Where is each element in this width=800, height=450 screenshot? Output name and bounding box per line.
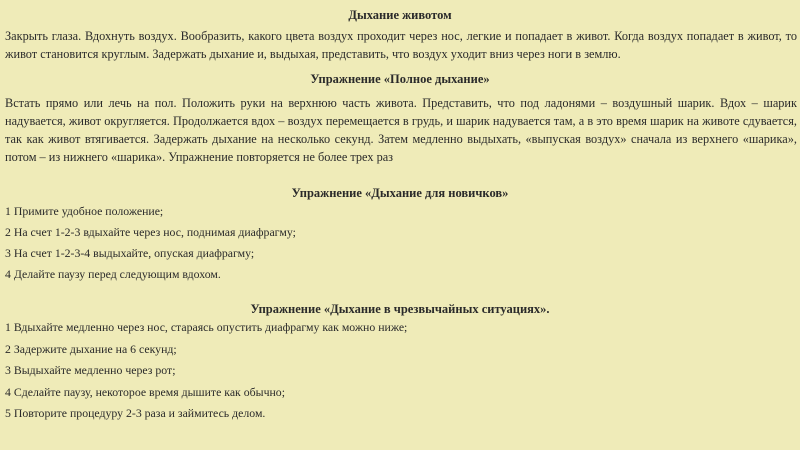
list-item: 2 Задержите дыхание на 6 секунд; [5, 341, 177, 356]
list-item: 1 Вдыхайте медленно через нос, стараясь опустить диафрагму как можно ниже; [5, 320, 408, 334]
list-item: 5 Повторите процедуру 2-3 раза и займитесь делом. [5, 406, 266, 420]
list-item: 3 На счет 1-2-3-4 выдыхайте, опуская диафрагму; [5, 246, 255, 260]
list-item: 4 Делайте паузу перед следующим вдохом. [5, 267, 221, 281]
section-title-belly-breathing: Дыхание животом [348, 8, 452, 22]
full-breathing-text: Встать прямо или лечь на пол. Положить руки на верхнюю часть живота. Представить, что под ладонями – воздушный шарик. Вдох – шарик надувается, живот округляется. Продолжается вдох – воздух перемещается в грудь, и шарик надувается там, а в это время шарик на животе сдувается, так как живот втягивается. Задержать дыхание на несколько секунд. Затем медленно выдыхать, «выпуская воздух» сначала из верхнего «шарика», потом – из нижнего «шарика». Упражнение повторяется не более трех раз [5, 96, 797, 164]
list-item: 4 Сделайте паузу, некоторое время дышите как обычно; [5, 384, 285, 399]
belly-breathing-text: Закрыть глаза. Вдохнуть воздух. Вообразить, какого цвета воздух проходит через нос, легкие и попадает в живот. Когда воздух попадает в живот, то живот становится круглым. Задержать дыхание и, выдыхая, представить, что воздух уходит вниз через ноги в землю. [5, 29, 797, 61]
list-item: 2 На счет 1-2-3 вдыхайте через нос, поднимая диафрагму; [5, 225, 296, 239]
list-item: 1 Примите удобное положение; [5, 204, 164, 218]
beginners-steps-list [5, 203, 296, 287]
emergency-steps-list [5, 319, 407, 427]
list-item: 3 Выдыхайте медленно через рот; [5, 363, 176, 377]
section-title-emergency: Упражнение «Дыхание в чрезвычайных ситуациях». [250, 302, 550, 316]
section-title-beginners: Упражнение «Дыхание для новичков» [291, 186, 509, 200]
section-title-full-breathing: Упражнение «Полное дыхание» [310, 72, 490, 86]
